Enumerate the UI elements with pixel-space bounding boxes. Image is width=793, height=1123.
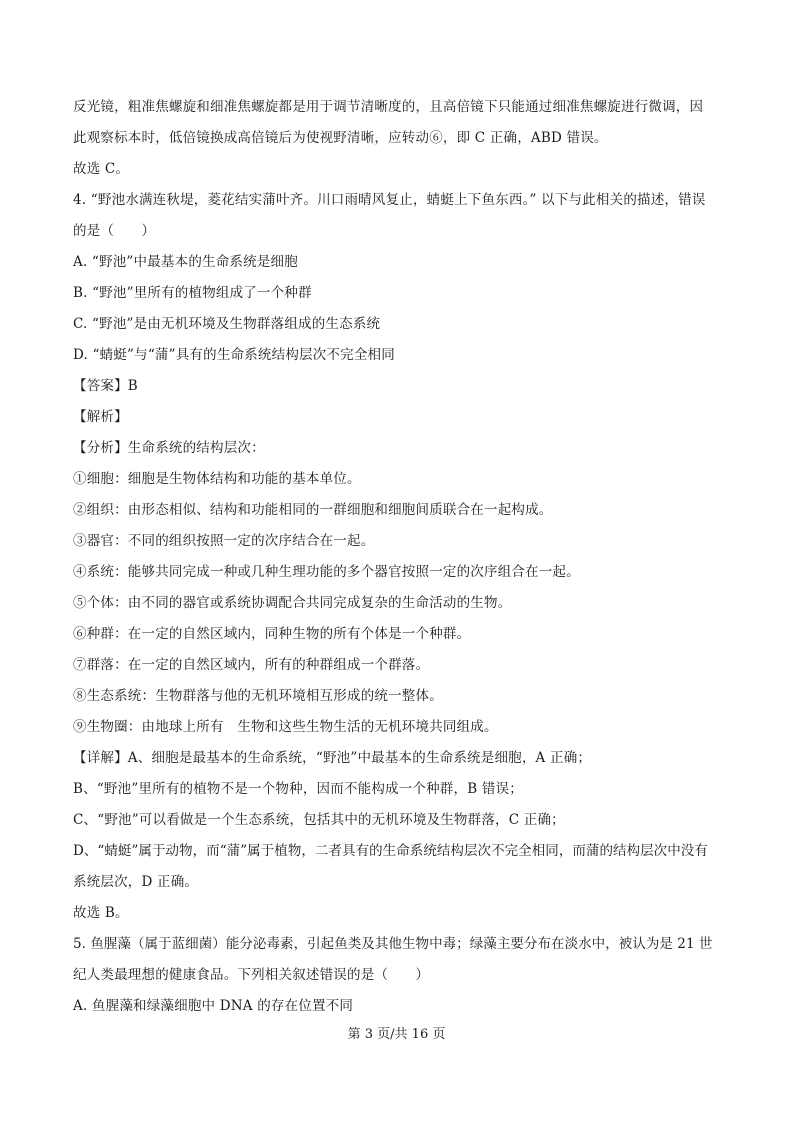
analysis-heading: 【分析】生命系统的结构层次：: [73, 440, 265, 456]
level-item: ⑨生物圈：由地球上所有 生物和这些生物生活的无机环境共同组成。: [73, 719, 498, 735]
option-a: A. 鱼腥藻和绿藻细胞中 DNA 的存在位置不同: [73, 998, 354, 1014]
level-item: ⑧生态系统：生物群落与他的无机环境相互形成的统一整体。: [73, 688, 443, 704]
level-item: ④系统：能够共同完成一种或几种生理功能的多个器官按照一定的次序组合在一起。: [73, 564, 580, 580]
level-item: ①细胞：细胞是生物体结构和功能的基本单位。: [73, 471, 361, 487]
option-d: D. “蜻蜓”与“蒲”具有的生命系统结构层次不完全相同: [73, 347, 395, 363]
detail-line: 【详解】A、细胞是最基本的生命系统，“野池”中最基本的生命系统是细胞，A 正确；: [73, 750, 592, 766]
option-a: A. “野池”中最基本的生命系统是细胞: [73, 254, 298, 270]
level-item: ⑤个体：由不同的器官或系统协调配合共同完成复杂的生命活动的生物。: [73, 595, 512, 611]
level-item: ⑦群落：在一定的自然区域内，所有的种群组成一个群落。: [73, 657, 430, 673]
answer-label: 【答案】B: [73, 378, 138, 394]
analysis-label: 【解析】: [73, 409, 128, 425]
level-item: ⑥种群：在一定的自然区域内，同种生物的所有个体是一个种群。: [73, 626, 471, 642]
answer-choice: 故选 B。: [73, 905, 129, 921]
level-item: ②组织：由形态相似、结构和功能相同的一群细胞和细胞间质联合在一起构成。: [73, 502, 553, 518]
page-footer: 第 3 页/共 16 页: [347, 1027, 446, 1042]
option-c: C. “野池”是由无机环境及生物群落组成的生态系统: [73, 316, 381, 332]
detail-line: D、“蜻蜓”属于动物，而“蒲”属于植物，二者具有的生命系统结构层次不完全相同，而蒲的结构层次中没有: [73, 843, 708, 859]
detail-line: 系统层次，D 正确。: [73, 874, 199, 890]
detail-line: B、“野池”里所有的植物不是一个物种，因而不能构成一个种群，B 错误；: [73, 781, 523, 797]
question-5-stem-cont: 纪人类最理想的健康食品。下列相关叙述错误的是（ ）: [73, 967, 430, 983]
text-line: 反光镜，粗准焦螺旋和细准焦螺旋都是用于调节清晰度的，且高倍镜下只能通过细准焦螺旋进行微调，因: [73, 99, 704, 115]
question-5-stem: 5. 鱼腥藻（属于蓝细菌）能分泌毒素，引起鱼类及其他生物中毒；绿藻主要分布在淡水中，被认为是 21 世: [73, 936, 713, 952]
question-4-stem-cont: 的是（ ）: [73, 223, 156, 239]
text-line: 此观察标本时，低倍镜换成高倍镜后为使视野清晰，应转动⑥，即 C 正确，ABD 错误。: [73, 130, 608, 146]
level-item: ③器官：不同的组织按照一定的次序结合在一起。: [73, 533, 375, 549]
option-b: B. “野池”里所有的植物组成了一个种群: [73, 285, 312, 301]
detail-line: C、“野池”可以看做是一个生态系统，包括其中的无机环境及生物群落，C 正确；: [73, 812, 565, 828]
question-4-stem: 4. “野池水满连秋堤，菱花结实蒲叶齐。川口雨晴风复止，蜻蜓上下鱼东西。” 以下与此相关的描述，错误: [73, 192, 706, 208]
text-line: 故选 C。: [73, 161, 130, 177]
